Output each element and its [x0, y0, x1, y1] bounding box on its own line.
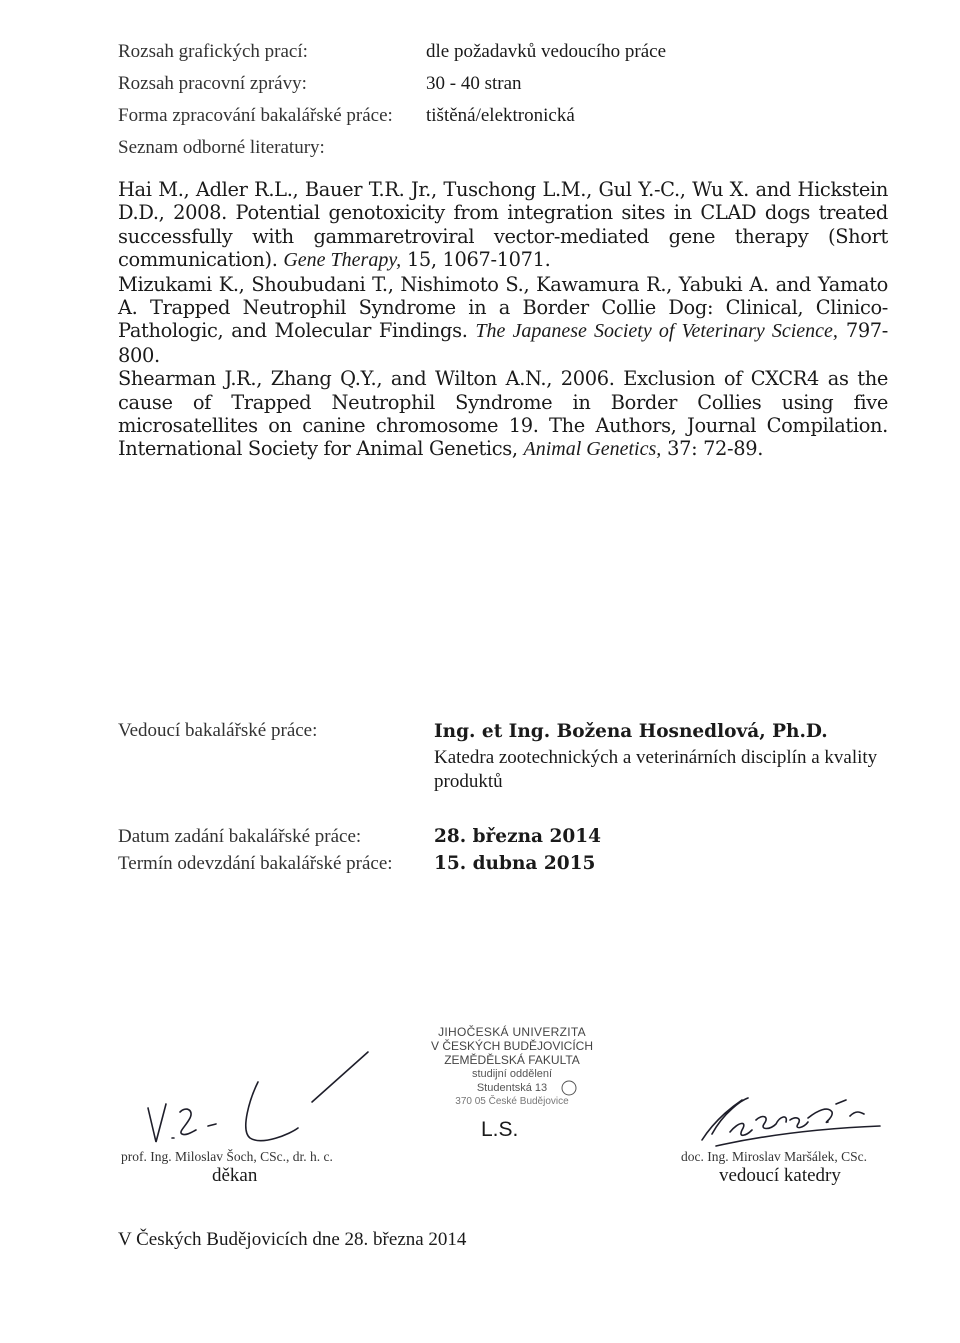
- reference-item: Mizukami K., Shoubudani T., Nishimoto S., Kawamura R., Yabuki A. and Yamato A. Trapped Neutrophil Syndrome in a Border Collie Dog: Clinical, Clinico-Pathologic, and Molecular Findings. The Japanese Society of Veterinary Science, 797-800.: [118, 272, 888, 367]
- row-label: Seznam odborné literatury:: [118, 137, 325, 158]
- journal-title: Animal Genetics,: [523, 438, 662, 461]
- reference-list: [118, 178, 888, 462]
- journal-title: The Japanese Society of Veterinary Science,: [475, 320, 838, 343]
- place-and-date: V Českých Budějovicích dne 28. března 2014: [118, 1229, 467, 1250]
- row-value: dle požadavků vedoucího práce: [426, 41, 667, 62]
- row-label: Forma zpracování bakalářské práce:: [118, 105, 393, 126]
- row-label: Rozsah grafických prací:: [118, 41, 308, 62]
- dean-role: děkan: [212, 1165, 258, 1186]
- journal-title: Gene Therapy,: [283, 249, 402, 272]
- reference-item: Hai M., Adler R.L., Bauer T.R. Jr., Tuschong L.M., Gul Y.-C., Wu X. and Hickstein D.D., 2008. Potential genotoxicity from integration sites in CLAD dogs treated successfully with gammaretroviral vector-mediated gene therapy (Short communication). Gene Therapy, 15, 1067-1071.: [118, 178, 888, 272]
- row-value: 30 - 40 stran: [426, 73, 522, 94]
- assignment-date-value: 28. března 2014: [434, 826, 601, 847]
- deadline-value: 15. dubna 2015: [434, 853, 596, 874]
- row-label: Rozsah pracovní zprávy:: [118, 73, 307, 94]
- supervisor-label: Vedoucí bakalářské práce:: [118, 720, 318, 741]
- head-name: doc. Ing. Miroslav Maršálek, CSc.: [681, 1149, 867, 1164]
- deadline-label: Termín odevzdání bakalářské práce:: [118, 853, 393, 874]
- reference-item: Shearman J.R., Zhang Q.Y., and Wilton A.N., 2006. Exclusion of CXCR4 as the cause of Trapped Neutrophil Syndrome in Border Collies using five microsatellites on canine chromosome 19. The Authors, Journal Compilation. International Society for Animal Genetics, Animal Genetics, 37: 72-89.: [118, 367, 888, 461]
- dean-name: prof. Ing. Miloslav Šoch, CSc., dr. h. c.: [121, 1149, 333, 1164]
- head-role: vedoucí katedry: [719, 1165, 841, 1186]
- assignment-date-label: Datum zadání bakalářské práce:: [118, 826, 362, 847]
- supervisor-department: Katedra zootechnických a veterinárních disciplín a kvality produktů: [434, 747, 878, 792]
- head-signature: [702, 1098, 864, 1140]
- university-stamp: JIHOČESKÁ UNIVERZITA V ČESKÝCH BUDĚJOVICÍCH ZEMĚDĚLSKÁ FAKULTA studijní oddělení Studentská 13 370 05 České Budějovice: [430, 1025, 594, 1107]
- dean-signature: [148, 1104, 216, 1142]
- row-value: tištěná/elektronická: [426, 105, 575, 126]
- ls-mark: L.S.: [481, 1118, 519, 1141]
- supervisor-name: Ing. et Ing. Božena Hosnedlová, Ph.D.: [434, 721, 828, 742]
